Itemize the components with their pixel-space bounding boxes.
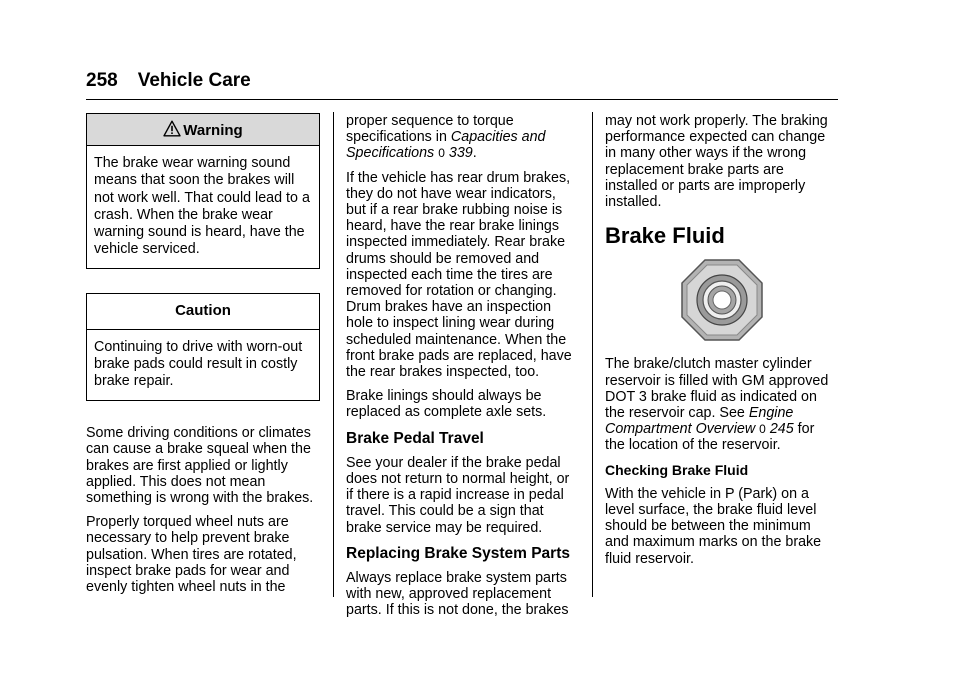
page-ref-arrow-icon: 0: [438, 146, 445, 161]
paragraph: Some driving conditions or climates can cause a brake squeal when the brakes are first applied or lightly applied. This does not mean something is wrong with the brakes.: [86, 425, 314, 507]
column-2: [346, 113, 578, 627]
cross-reference-link[interactable]: Capacities and Specifications 0 339: [346, 129, 546, 162]
section-heading: Brake Pedal Travel: [346, 429, 484, 447]
page-number: 258: [86, 70, 118, 91]
paragraph: See your dealer if the brake pedal does not return to normal height, or if there is a rapid increase in pedal travel. This could be a sign that brake service may be required.: [346, 454, 570, 536]
caution-body: Continuing to drive with worn-out brake pads could result in costly brake repair.: [94, 338, 303, 390]
column-1: [86, 113, 320, 603]
paragraph: With the vehicle in P (Park) on a level surface, the brake fluid level should be between the minimum and maximum marks on the brake fluid reservoir.: [605, 485, 822, 567]
section-title: Vehicle Care: [137, 70, 251, 91]
paragraph: Always replace brake system parts with new, approved replacement parts. If this is not done, the brakes: [346, 570, 569, 619]
paragraph: If the vehicle has rear drum brakes, they do not have wear indicators, but if a rear brake rubbing noise is heard, have the rear brake linings inspected immediately. Rear brake drums should be removed and inspected each time the tires are removed for rotation or changing. Drum brakes have an inspection hole to inspect lining wear during scheduled maintenance. When the front brake pads are replaced, have the rear brakes inspected, too.: [346, 169, 572, 381]
header-rule: [86, 99, 838, 100]
text: for the location of the reservoir.: [605, 421, 815, 454]
paragraph: may not work properly. The braking performance expected can change in many other ways if the wrong replacement brake parts are installed or parts are improperly installed.: [605, 113, 828, 211]
brake-fluid-cap-icon: [680, 258, 764, 342]
text: .: [472, 145, 477, 162]
warning-title: [87, 114, 319, 146]
text: proper sequence to torque specifications in: [346, 113, 514, 146]
column-divider-2: [592, 112, 593, 597]
section-heading: Replacing Brake System Parts: [346, 544, 570, 562]
paragraph: Properly torqued wheel nuts are necessary to help prevent brake pulsation. When tires are rotated, inspect brake pads for wear and evenly tighten wheel nuts in the: [86, 514, 297, 596]
warning-triangle-icon: [163, 120, 181, 137]
subheading: Checking Brake Fluid: [605, 461, 749, 478]
paragraph: Brake linings should always be replaced as complete axle sets.: [346, 388, 547, 421]
warning-title-text: Warning: [183, 122, 243, 139]
warning-box: [86, 113, 320, 269]
page-header: [86, 70, 251, 92]
column-3: [605, 113, 837, 575]
section-heading: Brake Fluid: [605, 223, 725, 249]
warning-body: The brake wear warning sound means that soon the brakes will not work well. That could lead to a crash. When the brake wear warning sound is heard, have the vehicle serviced.: [94, 155, 310, 258]
page-ref-arrow-icon: 0: [759, 422, 766, 437]
page-ref-number: 245: [769, 421, 794, 438]
caution-box: [86, 293, 320, 401]
page-ref-number: 339: [448, 145, 473, 162]
paragraph: [346, 113, 578, 162]
cross-reference-link[interactable]: Engine Compartment Overview 0 245: [605, 405, 794, 438]
text: The brake/clutch master cylinder reservoir is filled with GM approved DOT 3 brake fluid as indicated on the reservoir cap. See: [605, 356, 829, 422]
paragraph: [605, 356, 837, 453]
column-divider-1: [333, 112, 334, 597]
caution-title: Caution: [87, 294, 319, 329]
